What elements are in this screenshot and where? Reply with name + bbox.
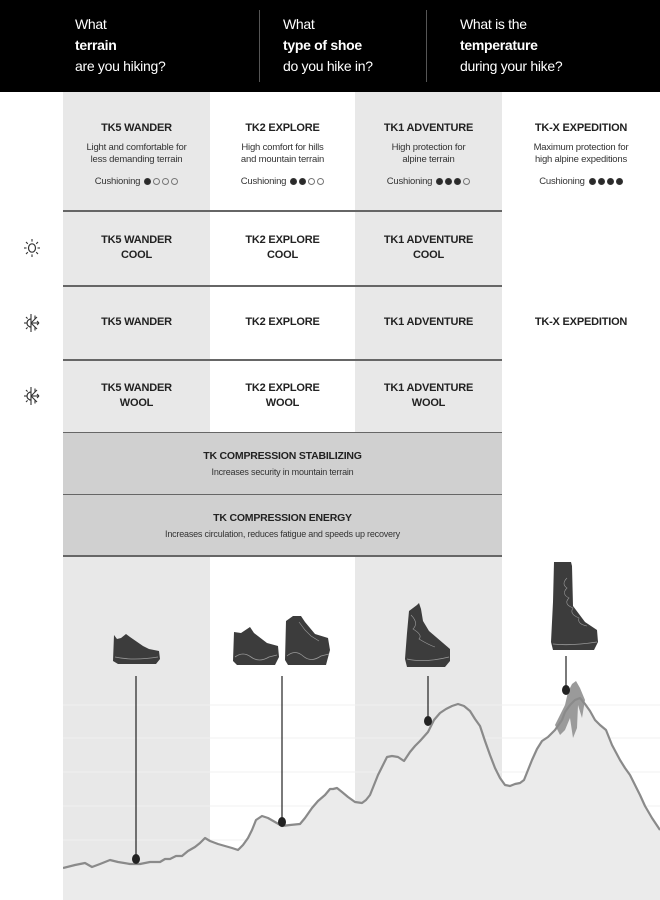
sock-cell[interactable] (355, 360, 502, 432)
terrain-illustration (63, 556, 660, 900)
shoe-name: TK1 ADVENTURE (383, 121, 474, 134)
sock-cell[interactable] (210, 360, 355, 432)
sock-name: TK2 EXPLORE (245, 316, 320, 328)
sock-name: TK1 ADVENTURE (383, 234, 474, 246)
sock-name: TK-X EXPEDITION (534, 316, 628, 328)
shoe-card-tk2[interactable] (210, 92, 355, 211)
sock-cell[interactable] (355, 211, 502, 285)
divider (426, 10, 427, 82)
question-line: What (75, 16, 107, 32)
question-terrain (75, 14, 165, 77)
compression-title: TK COMPRESSION ENERGY (213, 511, 352, 524)
shoe-icon-expedition-boot (551, 562, 598, 650)
sock-name: TK5 WANDER (101, 234, 172, 246)
question-line: during your hike? (460, 58, 563, 74)
shoe-card-tk1[interactable] (355, 92, 502, 211)
shoe-description: High comfort for hills and mountain terrain (240, 141, 325, 165)
header-bar (0, 0, 660, 92)
cushioning-rating: Cushioning (95, 176, 179, 187)
compression-title: TK COMPRESSION STABILIZING (203, 450, 362, 462)
sock-cell[interactable] (210, 286, 355, 359)
shoe-name: TK-X EXPEDITION (534, 121, 628, 134)
question-keyword: type of shoe (283, 37, 362, 53)
question-line: are you hiking? (75, 58, 166, 74)
question-keyword: temperature (460, 37, 538, 53)
mountain-fill (63, 698, 660, 900)
sock-name: TK5 WANDER (101, 382, 172, 394)
shoe-name: TK2 EXPLORE (245, 121, 320, 134)
compression-description: Increases circulation, reduces fatigue and speeds up recovery (165, 528, 400, 539)
sock-variant: WOOL (265, 397, 300, 409)
sock-cell[interactable] (63, 360, 210, 432)
compression-energy[interactable] (63, 495, 502, 555)
shoe-name: TK5 WANDER (101, 121, 172, 134)
sock-name: TK1 ADVENTURE (383, 316, 474, 328)
shoe-icon-alpine-boot (405, 603, 450, 667)
question-keyword: terrain (75, 37, 117, 53)
sock-variant: WOOL (119, 397, 154, 409)
sock-name: TK2 EXPLORE (245, 382, 320, 394)
cushioning-rating: Cushioning (539, 176, 623, 187)
shoe-icon-boot (285, 616, 330, 665)
compression-stabilizing[interactable] (63, 433, 502, 494)
question-line: What (283, 16, 315, 32)
shoe-description: Light and comfortable for less demanding terrain (86, 141, 187, 165)
question-line: do you hike in? (283, 58, 373, 74)
sock-cell[interactable] (502, 286, 660, 359)
sock-name: TK2 EXPLORE (245, 234, 320, 246)
sock-cell[interactable] (63, 211, 210, 285)
question-temperature (460, 14, 562, 77)
question-shoe-type (283, 14, 373, 77)
shoe-description: High protection for alpine terrain (391, 141, 466, 165)
question-line: What is the (460, 16, 527, 32)
sun-icon (22, 238, 42, 258)
sock-variant: WOOL (411, 397, 446, 409)
sun-snowflake-icon (22, 313, 42, 333)
sock-variant: COOL (413, 249, 444, 261)
sun-snowflake-icon (22, 386, 42, 406)
shoe-icon-low (113, 634, 160, 664)
sock-name: TK5 WANDER (101, 316, 172, 328)
divider (259, 10, 260, 82)
sock-cell[interactable] (63, 286, 210, 359)
sock-cell[interactable] (355, 286, 502, 359)
shoe-icon-mid (233, 627, 279, 665)
shoe-card-tkx[interactable] (502, 92, 660, 211)
cushioning-rating: Cushioning (387, 176, 471, 187)
sock-name: TK1 ADVENTURE (383, 382, 474, 394)
sock-variant: COOL (267, 249, 298, 261)
sock-variant: COOL (121, 249, 152, 261)
sock-cell[interactable] (210, 211, 355, 285)
compression-description: Increases security in mountain terrain (211, 467, 354, 477)
cushioning-rating: Cushioning (241, 176, 325, 187)
shoe-card-tk5[interactable] (63, 92, 210, 211)
shoe-description: Maximum protection for high alpine expeditions (533, 141, 629, 165)
